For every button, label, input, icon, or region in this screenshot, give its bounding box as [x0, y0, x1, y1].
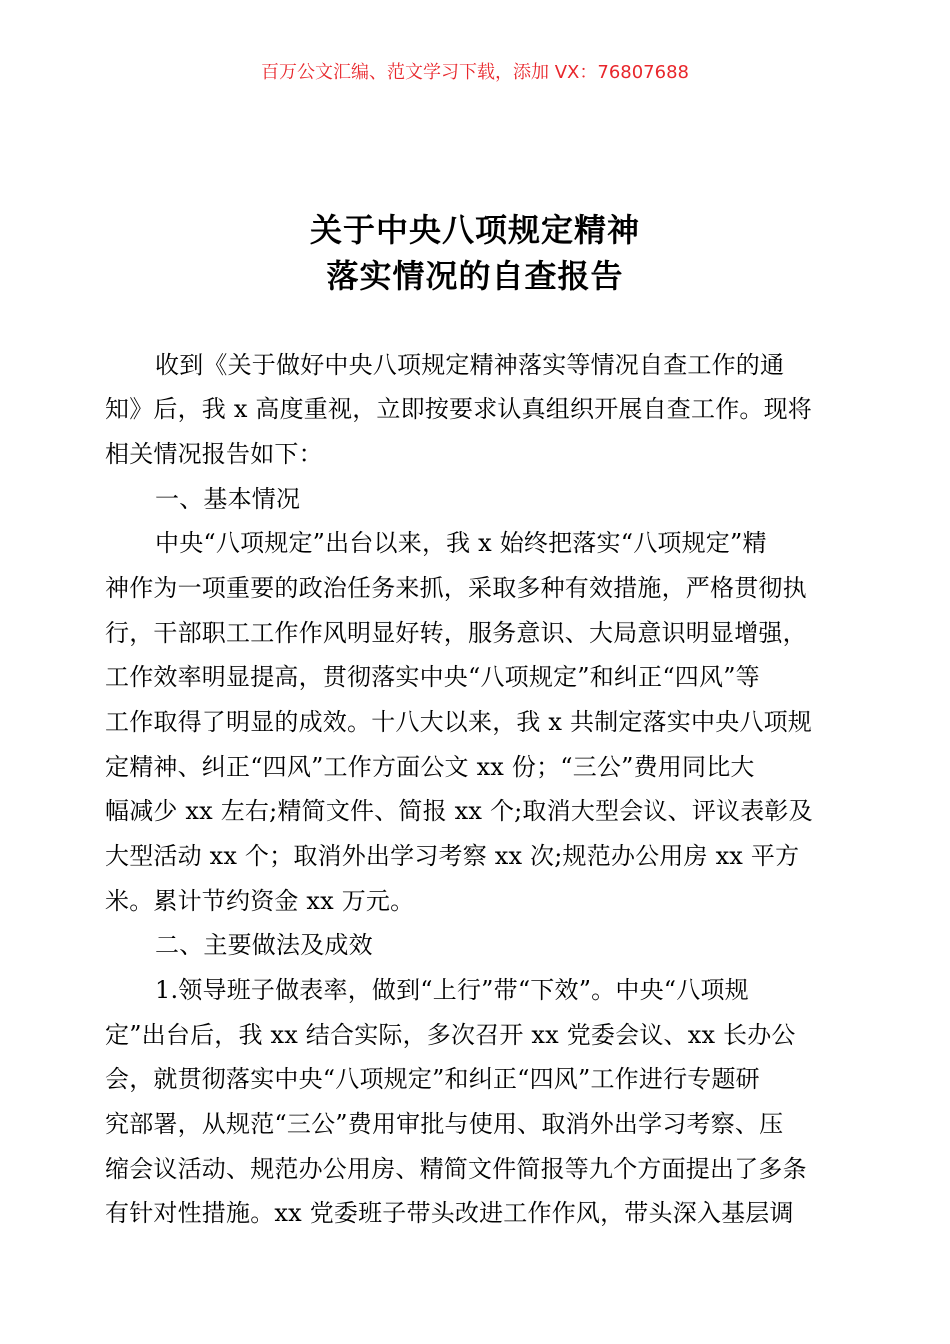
body-line: 幅减少 xx 左右;精简文件、简报 xx 个;取消大型会议、评议表彰及: [105, 797, 813, 825]
body-line: 缩会议活动、规范办公用房、精简文件简报等九个方面提出了多条: [105, 1155, 807, 1183]
body-line: 大型活动 xx 个；取消外出学习考察 xx 次;规范办公用房 xx 平方: [105, 842, 800, 870]
body-line: 米。累计节约资金 xx 万元。: [105, 887, 415, 915]
body-line: 有针对性措施。xx 党委班子带头改进工作作风，带头深入基层调: [105, 1199, 794, 1227]
body-line: 行，干部职工工作作风明显好转，服务意识、大局意识明显增强，: [105, 619, 807, 647]
body-line: 工作效率明显提高，贯彻落实中央“八项规定”和纠正“四风”等: [105, 663, 760, 691]
watermark-header: 百万公文汇编、范文学习下载，添加 VX：76807688: [261, 62, 689, 83]
section-heading: 一、基本情况: [155, 485, 301, 513]
body-line: 收到《关于做好中央八项规定精神落实等情况自查工作的通: [155, 351, 785, 379]
section-heading: 二、主要做法及成效: [155, 931, 373, 959]
document-title-line-1: 关于中央八项规定精神: [309, 211, 640, 249]
document-title-line-2: 落实情况的自查报告: [326, 257, 624, 295]
body-line: 定精神、纠正“四风”工作方面公文 xx 份；“三公”费用同比大: [105, 753, 755, 781]
body-line: 中央“八项规定”出台以来，我 x 始终把落实“八项规定”精: [155, 529, 767, 557]
body-line: 神作为一项重要的政治任务来抓，采取多种有效措施，严格贯彻执: [105, 574, 807, 602]
body-line: 工作取得了明显的成效。十八大以来，我 x 共制定落实中央八项规: [105, 708, 812, 736]
body-line: 知》后，我 x 高度重视，立即按要求认真组织开展自查工作。现将: [105, 395, 812, 423]
body-line: 究部署，从规范“三公”费用审批与使用、取消外出学习考察、压: [105, 1110, 784, 1138]
body-line: 1.领导班子做表率，做到“上行”带“下效”。中央“八项规: [155, 976, 749, 1004]
body-line: 会，就贯彻落实中央“八项规定”和纠正“四风”工作进行专题研: [105, 1065, 760, 1093]
body-line: 相关情况报告如下：: [105, 440, 323, 468]
body-line: 定”出台后，我 xx 结合实际，多次召开 xx 党委会议、xx 长办公: [105, 1021, 796, 1049]
